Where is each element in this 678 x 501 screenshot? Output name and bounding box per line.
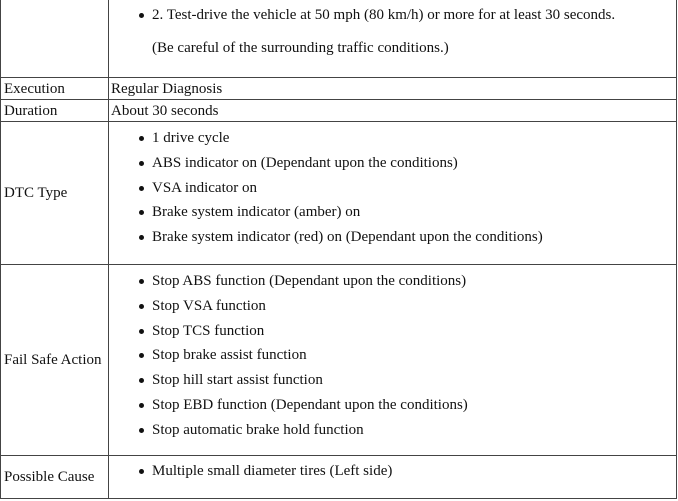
- bullet-icon: [139, 304, 144, 309]
- list-item: [111, 126, 543, 151]
- bullet-icon: [139, 210, 144, 215]
- list-item: [111, 343, 468, 368]
- list-item: [111, 176, 543, 201]
- procedure-list: [111, 3, 615, 28]
- duration-label: Duration: [1, 100, 109, 122]
- list-item: [111, 294, 468, 319]
- bullet-icon: [139, 378, 144, 383]
- fail-safe-label: Fail Safe Action: [1, 265, 109, 456]
- bullet-icon: [139, 403, 144, 408]
- bullet-icon: [139, 136, 144, 141]
- dtc-type-item: ABS indicator on (Dependant upon the conditions): [152, 154, 458, 171]
- dtc-type-item: 1 drive cycle: [152, 130, 230, 146]
- dtc-type-row: [0, 121, 677, 265]
- dtc-type-label: DTC Type: [1, 122, 109, 265]
- dtc-type-item: Brake system indicator (red) on (Dependant upon the conditions): [152, 229, 543, 246]
- fail-safe-item: Stop EBD function (Dependant upon the conditions): [152, 396, 468, 413]
- bullet-icon: [139, 353, 144, 358]
- procedure-row: [0, 0, 677, 77]
- bullet-icon: [139, 469, 144, 474]
- procedure-step-text: 2. Test-drive the vehicle at 50 mph (80 km/h) or more for at least 30 seconds.: [152, 7, 616, 23]
- dtc-type-list: [111, 126, 543, 250]
- list-item: [111, 319, 468, 344]
- bullet-icon: [139, 161, 144, 166]
- list-item: [111, 368, 468, 393]
- fail-safe-content: [109, 265, 676, 456]
- duration-value: About 30 seconds: [111, 102, 219, 119]
- procedure-content-cell: [109, 0, 676, 77]
- fail-safe-item: Stop brake assist function: [152, 347, 307, 364]
- list-item: [111, 200, 543, 225]
- fail-safe-row: [0, 264, 677, 456]
- bullet-icon: [139, 235, 144, 240]
- fail-safe-item: Stop VSA function: [152, 297, 266, 314]
- possible-cause-item: Multiple small diameter tires (Left side): [152, 463, 393, 479]
- dtc-type-item: VSA indicator on: [152, 179, 257, 196]
- list-item: [111, 225, 543, 250]
- fail-safe-item: Stop TCS function: [152, 322, 265, 339]
- fail-safe-list: [111, 269, 468, 443]
- list-item: [111, 151, 543, 176]
- duration-row: [0, 99, 677, 122]
- fail-safe-item: Stop hill start assist function: [152, 372, 323, 389]
- procedure-label-cell: [1, 0, 109, 77]
- fail-safe-item: Stop ABS function (Dependant upon the conditions): [152, 273, 467, 289]
- possible-cause-list: [111, 459, 392, 484]
- bullet-icon: [139, 13, 144, 18]
- possible-cause-row: [0, 455, 677, 499]
- list-item: [111, 418, 468, 443]
- bullet-icon: [139, 186, 144, 191]
- bullet-icon: [139, 329, 144, 334]
- execution-label: Execution: [1, 78, 109, 100]
- list-item: [111, 393, 468, 418]
- fail-safe-item: Stop automatic brake hold function: [152, 421, 364, 438]
- possible-cause-label: Possible Cause: [1, 456, 109, 498]
- list-item: [111, 269, 468, 294]
- list-item: [111, 459, 392, 484]
- procedure-note: (Be careful of the surrounding traffic conditions.): [152, 40, 449, 56]
- execution-value: Regular Diagnosis: [111, 80, 223, 97]
- list-item: [111, 3, 615, 28]
- dtc-type-content: [109, 122, 676, 265]
- execution-row: [0, 77, 677, 100]
- bullet-icon: [139, 428, 144, 433]
- bullet-icon: [139, 279, 144, 284]
- possible-cause-content: [109, 456, 676, 498]
- dtc-type-item: Brake system indicator (amber) on: [152, 204, 361, 221]
